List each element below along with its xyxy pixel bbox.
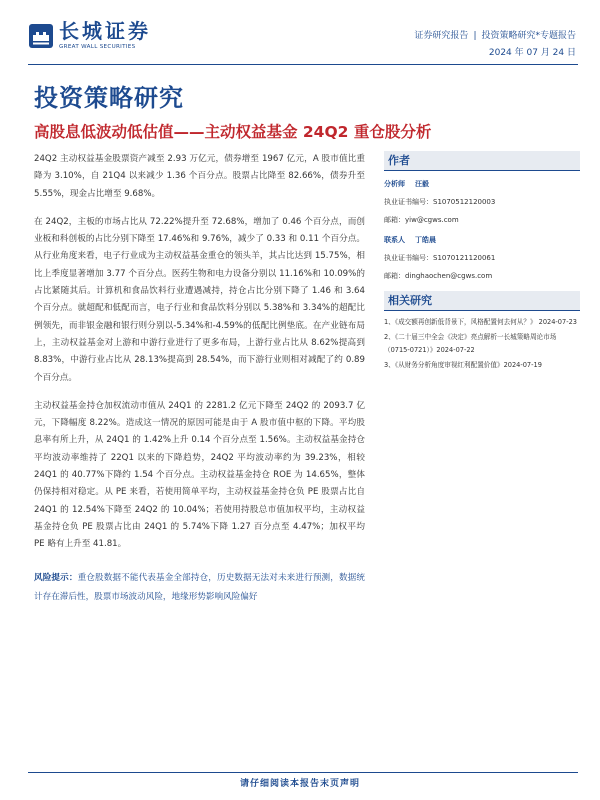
report-type-heading: 投资策略研究 xyxy=(34,84,184,112)
header-divider xyxy=(28,64,578,65)
analyst-block-1 xyxy=(384,171,580,229)
related-research-item[interactable]: 1、《成交额再创新低背景下，风格配置何去何从？》 2024-07-23 xyxy=(384,318,577,326)
email-label: 邮箱： xyxy=(384,272,405,280)
report-title: 高股息低波动低估值——主动权益基金 24Q2 重仓股分析 xyxy=(34,123,432,141)
separator: | xyxy=(473,31,477,41)
summary-paragraph-3: 主动权益基金持仓加权流动市值从 24Q1 的 2281.2 亿元下降至 24Q2 的 2093.7 亿元，下降幅度 8.22%。造成这一情况的原因可能是由于 A 股市值中枢的下降。平均股息率有所上升，从 24Q1 的 1.42%上升 0.14 个百分点至 1.56%。主动权益基金持仓平均波动率维持了 22Q1 以来的下降趋势，24Q2 平均波动率约为 39.23%，相较 24Q1 的 40.77%下降约 1.54 个百分点。主动权益基金持仓 ROE 为 14.65%，整体仍保持相对稳定。从 PE 来看，若使用简单平均，主动权益基金持仓负 PE 股票占比自 24Q1 的 12.54%下降至 24Q2 的 10.04%；若使用持股总市值加权平均，主动权益基金持仓负 PE 股票占比由 24Q1 的 5.74%下降 1.27 百分点至 4.47%；加权平均 PE 略有上升至 41.81。 xyxy=(34,400,365,550)
great-wall-logo-icon xyxy=(28,23,54,49)
analyst-role: 分析师 xyxy=(384,180,405,188)
footer-divider xyxy=(28,772,578,773)
contact-role: 联系人 xyxy=(384,236,405,244)
report-meta xyxy=(414,28,576,62)
report-series: 投资策略研究*专题报告 xyxy=(481,31,576,41)
related-research-heading: 相关研究 xyxy=(384,291,580,311)
cert-number: S1070512120003 xyxy=(433,198,496,206)
analyst-email-link[interactable]: yiw@cgws.com xyxy=(405,216,459,224)
risk-text: 重仓股数据不能代表基金全部持仓，历史数据无法对未来进行预测，数据统计存在滞后性，股票市场波动风险，地缘形势影响风险偏好 xyxy=(34,573,365,602)
company-logo xyxy=(28,20,168,50)
report-kind: 证券研究报告 xyxy=(414,31,469,41)
footer-disclaimer: 请仔细阅读本报告末页声明 xyxy=(239,779,360,789)
authors-heading: 作者 xyxy=(384,151,580,171)
risk-warning xyxy=(34,569,365,607)
contact-name: 丁皓晨 xyxy=(415,236,436,244)
summary-paragraph-2: 在 24Q2，主板的市场占比从 72.22%提升至 72.68%，增加了 0.46 个百分点，而创业板和科创板的占比分别下降至 17.46%和 9.76%，减少了 0.33 和 0.11 个百分点。从行业角度来看，电子行业成为主动权益基金重仓的领头羊，其占比达到 15.75%，相比上季度显著增加 3.77 个百分点。医药生物和电力设备分别以 11.16%和 10.09%的占比紧随其后。计算机和食品饮料行业遭遇减持，持仓占比分别下降了 1.46 和 3.64 个百分点。就超配和低配而言，电子行业和食品饮料分别以 5.38%和 3.34%的超配比例领先，而非银金融和银行则分别以-5.34%和-4.59%的低配比例垫底。在产业链布局上，主动权益基金对上游和中游行业进行了更多布局，上游行业占比从 8.62%提高到 8.83%，中游行业占比从 28.13%提高到 28.54%，而下游行业则相对减配了约 0.89 个百分点。 xyxy=(34,216,365,383)
logo-chinese-name: 长城证券 xyxy=(59,19,151,43)
report-category-line xyxy=(414,28,576,45)
related-research-item[interactable]: 3、《从财务分析角度审视红利配置价值》2024-07-19 xyxy=(384,361,542,369)
cert-number: S1070121120061 xyxy=(433,254,496,262)
summary-body xyxy=(34,151,365,565)
summary-paragraph-1: 24Q2 主动权益基金股票资产减至 2.93 万亿元，债券增至 1967 亿元，A 股市值比重降为 3.10%，自 21Q4 以来减少 1.36 个百分点。股票占比降至 82.66%，债券升至 5.55%，现金占比增至 9.68%。 xyxy=(34,154,365,199)
related-research-item[interactable]: 2、《二十届三中全会《决定》亮点解析一长城策略周论市场（0715-0721）》2024-07-22 xyxy=(384,333,557,354)
contact-email-link[interactable]: dinghaochen@cgws.com xyxy=(405,272,493,280)
sidebar xyxy=(384,151,580,374)
report-date: 2024 年 07 月 24 日 xyxy=(488,48,576,58)
risk-label: 风险提示： xyxy=(34,573,78,583)
related-research-list xyxy=(384,311,580,372)
email-label: 邮箱： xyxy=(384,216,405,224)
analyst-block-2 xyxy=(384,229,580,291)
logo-english-name: GREAT WALL SECURITIES xyxy=(59,44,136,50)
cert-label: 执业证书编号： xyxy=(384,254,433,262)
analyst-name: 汪毅 xyxy=(415,180,429,188)
cert-label: 执业证书编号： xyxy=(384,198,433,206)
